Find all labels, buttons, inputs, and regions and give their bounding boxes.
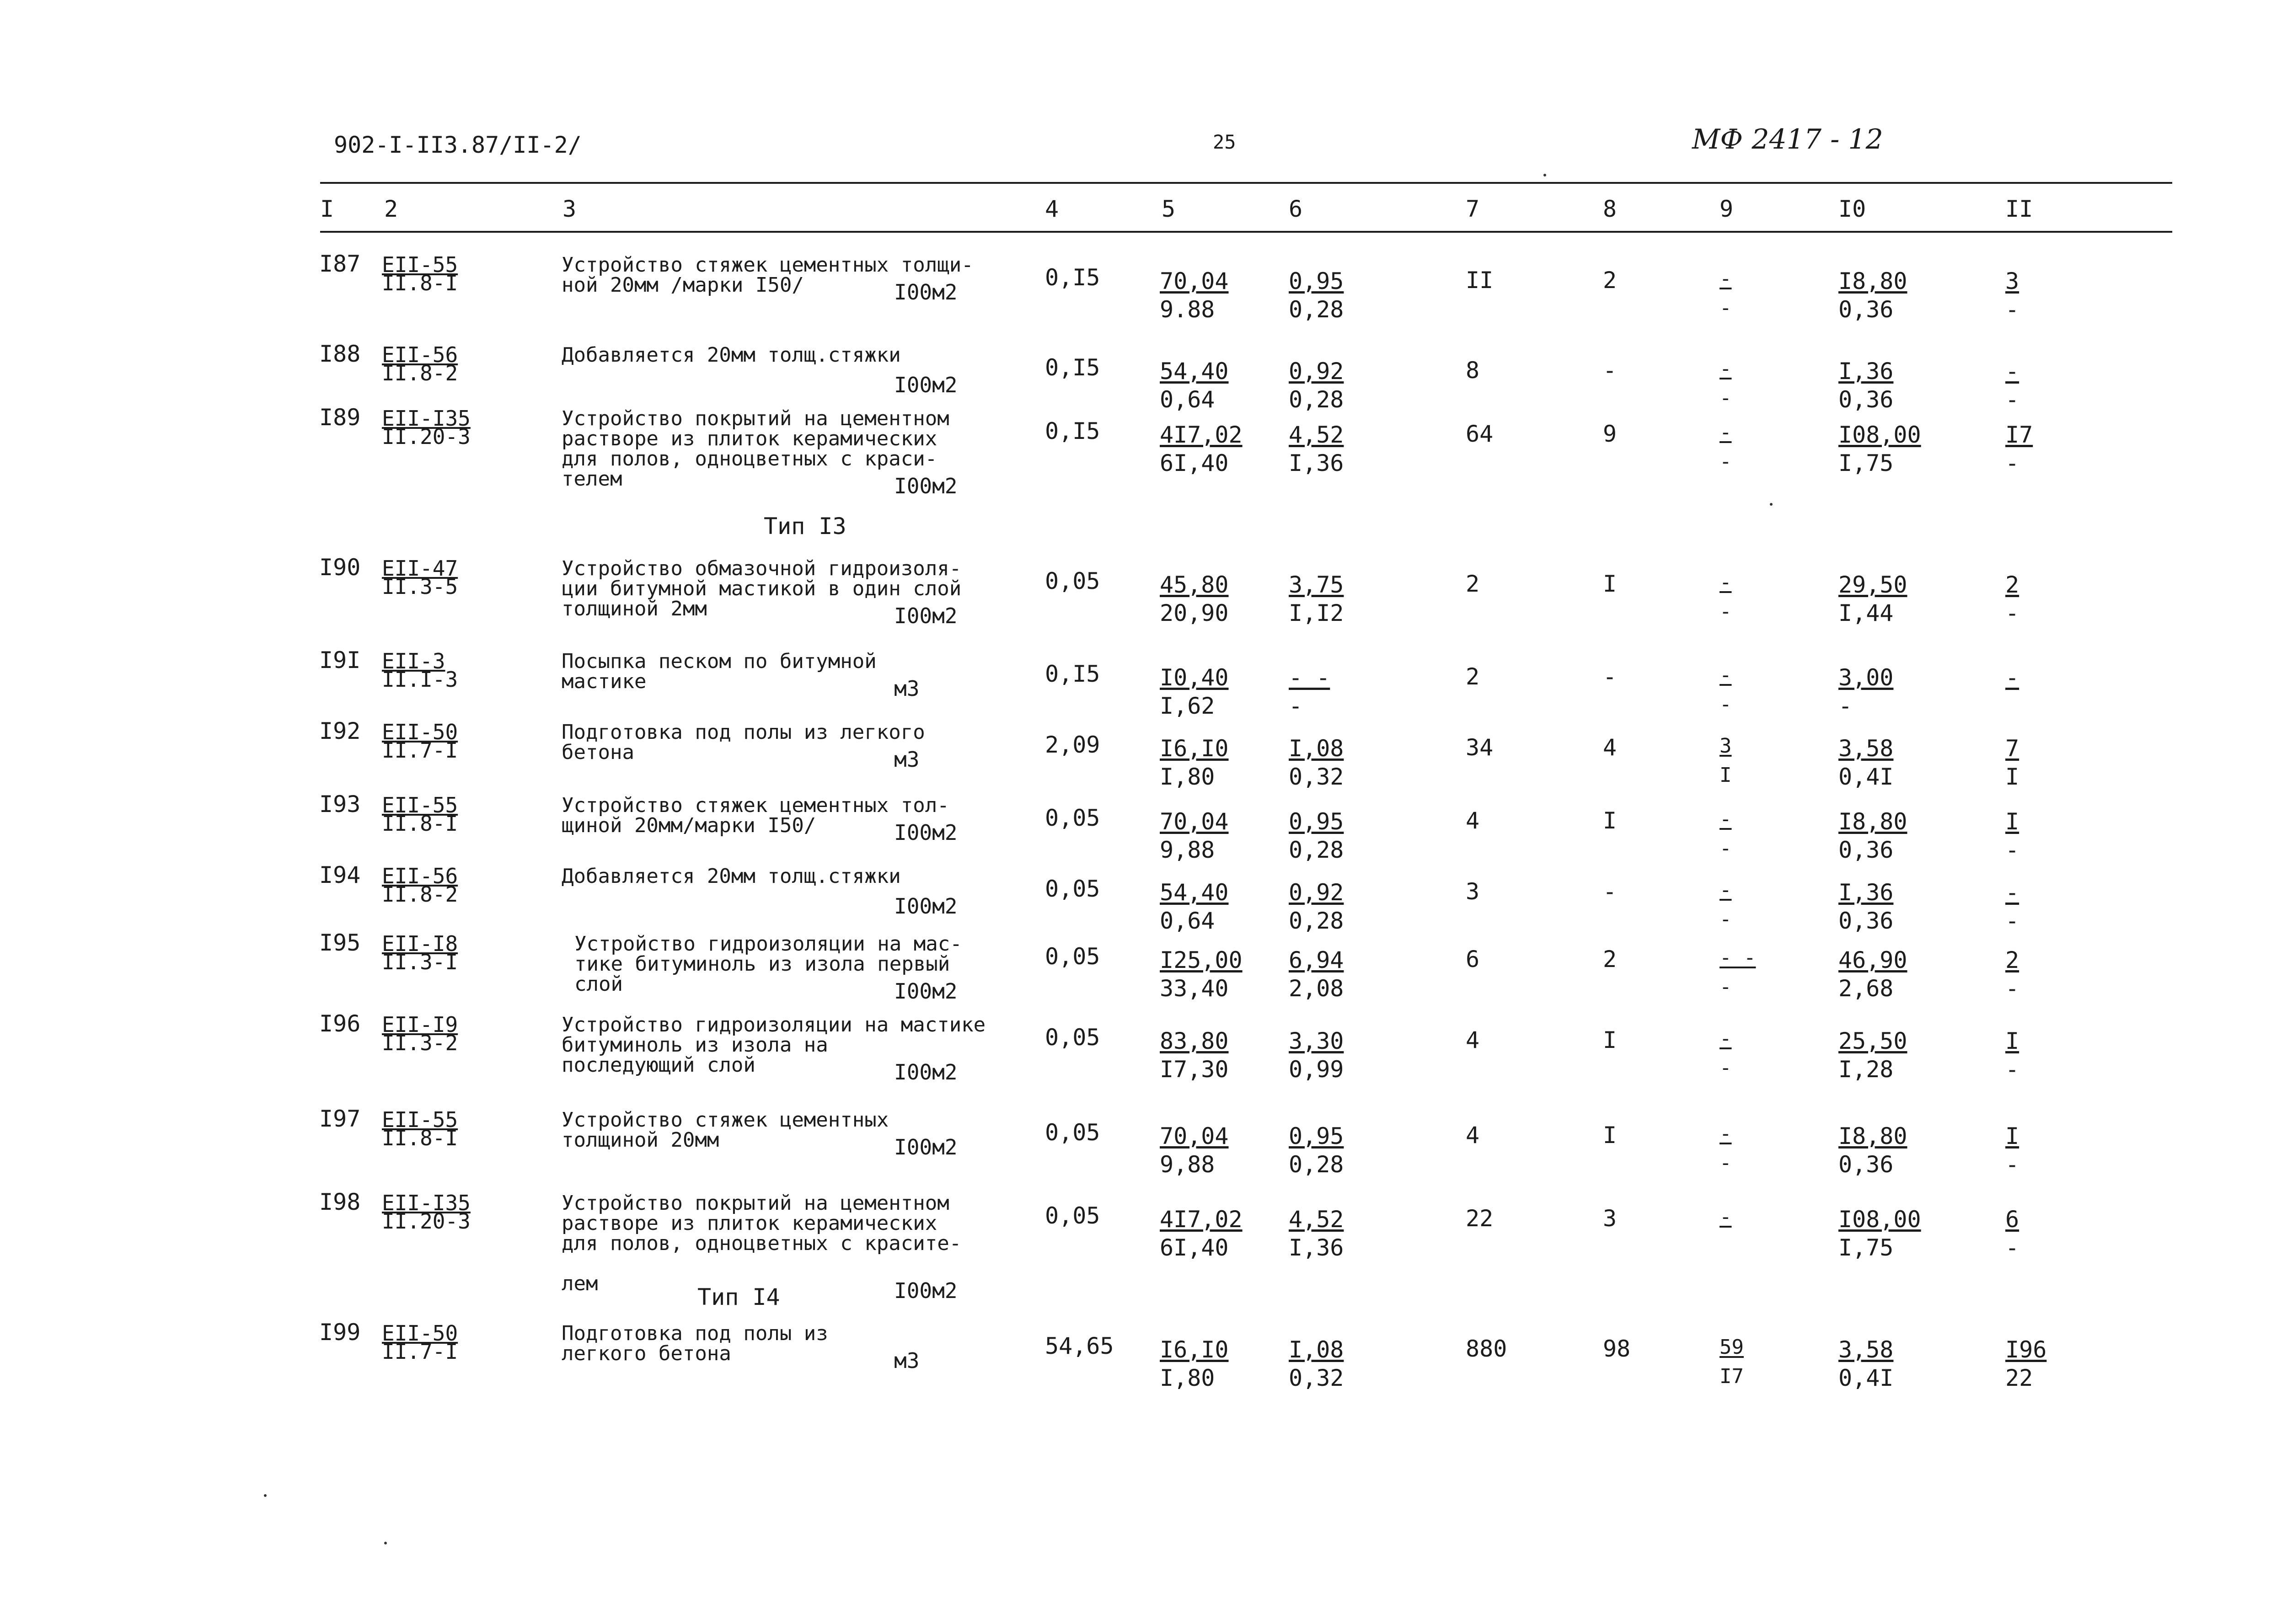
work-description-line: телем <box>562 467 622 491</box>
labor-total-machinists: - <box>2005 908 2020 934</box>
wages-total: 98 <box>1603 1336 1631 1362</box>
work-description-line: легкого бетона <box>562 1342 731 1365</box>
labor-total: 2 <box>2005 572 2020 598</box>
labor-per-unit: 25,50 <box>1838 1028 1907 1054</box>
work-description-line: растворе из плиток керамических <box>562 1212 937 1235</box>
resource-code: II.I-3 <box>382 667 458 692</box>
column-header: 6 <box>1289 196 1303 222</box>
work-description-line: Устройство стяжек цементных тол- <box>562 794 949 817</box>
machine-cost: I,08 <box>1289 735 1344 762</box>
labor-per-unit-machinists: I,44 <box>1838 600 1894 626</box>
wages-total: - <box>1603 663 1617 690</box>
resource-code: EII-56 <box>382 864 458 888</box>
wages-total: - <box>1603 878 1617 905</box>
scan-speck <box>384 1542 387 1544</box>
quantity: 0,I5 <box>1045 418 1100 444</box>
header-top-rule <box>320 182 2172 184</box>
machine-cost-wages: - <box>1289 693 1303 719</box>
column-header: 5 <box>1162 196 1176 222</box>
wages-total: 9 <box>1603 421 1617 447</box>
work-description-line: Посыпка песком по битумной <box>562 650 877 673</box>
machines-wages-total: I <box>1720 764 1732 787</box>
machine-cost-wages: 0,28 <box>1289 908 1344 934</box>
unit-cost-wages: 33,40 <box>1160 975 1229 1002</box>
handwritten-note: МФ 2417 - 12 <box>1692 123 1883 155</box>
unit-cost-wages: 9.88 <box>1160 296 1215 323</box>
document-code: 902-I-II3.87/II-2/ <box>334 132 582 158</box>
resource-code: II.8-2 <box>382 361 458 385</box>
machines-total: - - <box>1720 946 1756 969</box>
quantity: 0,05 <box>1045 568 1100 594</box>
labor-per-unit: I8,80 <box>1838 808 1907 835</box>
row-number: I95 <box>319 930 361 956</box>
resource-code: EII-3 <box>382 649 445 673</box>
labor-per-unit-machinists: I,75 <box>1838 1234 1894 1261</box>
row-number: I89 <box>319 404 361 431</box>
unit-cost: 70,04 <box>1160 1123 1229 1149</box>
work-description-line: для полов, одноцветных с краси- <box>562 447 937 470</box>
work-description-line: ции битумной мастикой в один слой <box>562 577 962 600</box>
machines-total: - <box>1720 663 1732 687</box>
labor-total-machinists: - <box>2005 296 2020 323</box>
unit-cost-wages: 0,64 <box>1160 386 1215 413</box>
machines-total: - <box>1720 1122 1732 1145</box>
labor-total: - <box>2005 879 2020 906</box>
machine-cost-wages: 0,32 <box>1289 1365 1344 1391</box>
quantity: 0,05 <box>1045 1024 1100 1051</box>
resource-code: EII-I8 <box>382 931 458 956</box>
unit-cost: 70,04 <box>1160 268 1229 294</box>
quantity: 0,I5 <box>1045 661 1100 687</box>
column-header: II <box>2005 196 2033 222</box>
work-description-line: Добавляется 20мм толщ.стяжки <box>562 343 901 367</box>
labor-total-machinists: - <box>2005 975 2020 1002</box>
labor-per-unit: 46,90 <box>1838 947 1907 973</box>
scan-speck <box>1543 174 1546 176</box>
quantity: 0,I5 <box>1045 264 1100 291</box>
work-description-line: Добавляется 20мм толщ.стяжки <box>562 865 901 888</box>
machine-cost: 4,52 <box>1289 1206 1344 1233</box>
resource-code: II.7-I <box>382 738 458 763</box>
total-cost: II <box>1466 267 1494 294</box>
quantity: 54,65 <box>1045 1333 1114 1359</box>
labor-total: 6 <box>2005 1206 2020 1233</box>
quantity: 0,05 <box>1045 876 1100 902</box>
resource-code: EII-I9 <box>382 1012 458 1037</box>
work-description-line: Устройство стяжек цементных <box>562 1108 889 1132</box>
quantity: 0,05 <box>1045 1119 1100 1146</box>
resource-code: II.7-I <box>382 1339 458 1364</box>
resource-code: II.8-I <box>382 271 458 295</box>
machines-total: 59 <box>1720 1336 1744 1359</box>
resource-code: EII-55 <box>382 1107 458 1132</box>
work-description-line: мастике <box>562 670 647 693</box>
work-description-line: последующий слой <box>562 1053 755 1077</box>
resource-code: II.20-3 <box>382 424 471 449</box>
machine-cost: 4,52 <box>1289 422 1344 448</box>
labor-per-unit: I08,00 <box>1838 1206 1921 1233</box>
unit-cost: I6,I0 <box>1160 1336 1229 1363</box>
machine-cost: - - <box>1289 664 1330 691</box>
labor-total-machinists: - <box>2005 837 2020 863</box>
unit-cost: 4I7,02 <box>1160 422 1243 448</box>
labor-per-unit-machinists: 0,4I <box>1838 764 1894 790</box>
total-cost: 34 <box>1466 734 1494 761</box>
machines-total: - <box>1720 571 1732 594</box>
machines-total: - <box>1720 1027 1732 1050</box>
measure-unit: I00м2 <box>894 1278 958 1303</box>
wages-total: 3 <box>1603 1205 1617 1232</box>
labor-per-unit: I8,80 <box>1838 268 1907 294</box>
machine-cost-wages: I,I2 <box>1289 600 1344 626</box>
machines-wages-total: - <box>1720 1151 1732 1175</box>
column-header: 4 <box>1045 196 1059 222</box>
machine-cost-wages: I,36 <box>1289 450 1344 476</box>
labor-total: 7 <box>2005 735 2020 762</box>
measure-unit: I00м2 <box>894 1060 958 1084</box>
labor-per-unit: I,36 <box>1838 358 1894 385</box>
labor-total-machinists: I <box>2005 764 2020 790</box>
labor-per-unit: I8,80 <box>1838 1123 1907 1149</box>
measure-unit: I00м2 <box>894 280 958 304</box>
resource-code: EII-50 <box>382 720 458 744</box>
row-number: I90 <box>319 554 361 581</box>
wages-total: I <box>1603 1027 1617 1053</box>
machine-cost: 3,75 <box>1289 572 1344 598</box>
total-cost: 22 <box>1466 1205 1494 1232</box>
labor-per-unit-machinists: I,75 <box>1838 450 1894 476</box>
machines-wages-total: - <box>1720 908 1732 931</box>
measure-unit: I00м2 <box>894 979 958 1004</box>
machines-wages-total: - <box>1720 837 1732 860</box>
quantity: 2,09 <box>1045 732 1100 758</box>
machines-total: - <box>1720 1205 1732 1229</box>
work-description-line: ной 20мм /марки I50/ <box>562 273 804 297</box>
labor-per-unit-machinists: 0,36 <box>1838 386 1894 413</box>
labor-total: - <box>2005 358 2020 385</box>
machines-total: - <box>1720 807 1732 831</box>
work-description-line: толщиной 2мм <box>562 597 707 620</box>
unit-cost: 54,40 <box>1160 358 1229 385</box>
measure-unit: I00м2 <box>894 894 958 919</box>
row-number: I88 <box>319 341 361 367</box>
labor-per-unit-machinists: 2,68 <box>1838 975 1894 1002</box>
measure-unit: I00м2 <box>894 1135 958 1159</box>
labor-total: I <box>2005 1123 2020 1149</box>
resource-code: II.3-5 <box>382 574 458 599</box>
machines-wages-total: - <box>1720 600 1732 623</box>
unit-cost: 54,40 <box>1160 879 1229 906</box>
quantity: 0,05 <box>1045 1202 1100 1229</box>
scan-speck <box>1770 503 1773 506</box>
unit-cost-wages: 9,88 <box>1160 1151 1215 1178</box>
resource-code: EII-50 <box>382 1321 458 1346</box>
work-description-line: Устройство покрытий на цементном <box>562 1191 949 1215</box>
machine-cost: 0,95 <box>1289 1123 1344 1149</box>
resource-code: EII-55 <box>382 252 458 277</box>
wages-total: I <box>1603 571 1617 597</box>
column-header: I0 <box>1838 196 1866 222</box>
wages-total: 2 <box>1603 267 1617 294</box>
unit-cost-wages: 20,90 <box>1160 600 1229 626</box>
measure-unit: м3 <box>894 747 920 772</box>
machines-wages-total: - <box>1720 296 1732 320</box>
measure-unit: м3 <box>894 676 920 701</box>
measure-unit: I00м2 <box>894 373 958 397</box>
labor-per-unit-machinists: 0,4I <box>1838 1365 1894 1391</box>
section-heading: Тип I4 <box>697 1284 780 1310</box>
labor-total: I <box>2005 1028 2020 1054</box>
scan-speck <box>264 1494 267 1497</box>
row-number: I97 <box>319 1106 361 1132</box>
unit-cost: 4I7,02 <box>1160 1206 1243 1233</box>
quantity: 0,05 <box>1045 943 1100 970</box>
column-header: 7 <box>1466 196 1480 222</box>
total-cost: 880 <box>1466 1336 1507 1362</box>
machine-cost-wages: I,36 <box>1289 1234 1344 1261</box>
resource-code: EII-47 <box>382 556 458 581</box>
work-description-line: тике битуминоль из изола первый <box>574 952 950 976</box>
machines-total: - <box>1720 878 1732 902</box>
labor-per-unit: I08,00 <box>1838 422 1921 448</box>
machine-cost-wages: 0,28 <box>1289 1151 1344 1178</box>
work-description-line: Устройство покрытий на цементном <box>562 407 949 430</box>
work-description-line: для полов, одноцветных с красите- <box>562 1232 962 1255</box>
resource-code: II.8-I <box>382 1126 458 1150</box>
work-description-line: слой <box>574 972 623 996</box>
row-number: I92 <box>319 718 361 744</box>
total-cost: 3 <box>1466 878 1480 905</box>
total-cost: 8 <box>1466 357 1480 384</box>
column-header: 2 <box>384 196 398 222</box>
labor-per-unit: 3,58 <box>1838 735 1894 762</box>
work-description-line: Устройство гидроизоляции на мастике <box>562 1013 986 1036</box>
labor-total: 3 <box>2005 268 2020 294</box>
labor-total-machinists: - <box>2005 1151 2020 1178</box>
labor-per-unit: I,36 <box>1838 879 1894 906</box>
work-description-line: толщиной 20мм <box>562 1128 719 1152</box>
machine-cost: 0,92 <box>1289 358 1344 385</box>
machines-wages-total: - <box>1720 386 1732 410</box>
unit-cost-wages: 6I,40 <box>1160 450 1229 476</box>
unit-cost-wages: I,80 <box>1160 764 1215 790</box>
resource-code: EII-55 <box>382 793 458 817</box>
labor-total: I <box>2005 808 2020 835</box>
machine-cost: I,08 <box>1289 1336 1344 1363</box>
column-header: I <box>320 196 334 222</box>
machine-cost-wages: 0,32 <box>1289 764 1344 790</box>
labor-total: 2 <box>2005 947 2020 973</box>
labor-per-unit: 29,50 <box>1838 572 1907 598</box>
unit-cost: I0,40 <box>1160 664 1229 691</box>
work-description-line: Подготовка под полы из легкого <box>562 721 925 744</box>
machine-cost: 6,94 <box>1289 947 1344 973</box>
machines-total: - <box>1720 267 1732 290</box>
wages-total: I <box>1603 807 1617 834</box>
machine-cost: 3,30 <box>1289 1028 1344 1054</box>
labor-total: I96 <box>2005 1336 2047 1363</box>
total-cost: 2 <box>1466 571 1480 597</box>
header-bottom-rule <box>320 231 2172 233</box>
resource-code: II.3-I <box>382 950 458 974</box>
labor-total-machinists: 22 <box>2005 1365 2033 1391</box>
work-description-line: битуминоль из изола на <box>562 1033 828 1057</box>
labor-per-unit: 3,00 <box>1838 664 1894 691</box>
machines-total: 3 <box>1720 734 1732 758</box>
page-number: 25 <box>1213 131 1236 153</box>
work-description-line: Устройство стяжек цементных толщи- <box>562 253 974 277</box>
row-number: I99 <box>319 1319 361 1346</box>
unit-cost: 83,80 <box>1160 1028 1229 1054</box>
quantity: 0,05 <box>1045 805 1100 831</box>
resource-code: II.20-3 <box>382 1209 471 1234</box>
labor-per-unit: 3,58 <box>1838 1336 1894 1363</box>
column-header: 8 <box>1603 196 1617 222</box>
unit-cost-wages: I,62 <box>1160 693 1215 719</box>
row-number: I96 <box>319 1010 361 1037</box>
labor-total-machinists: - <box>2005 1056 2020 1083</box>
labor-total-machinists: - <box>2005 600 2020 626</box>
labor-total-machinists: - <box>2005 386 2020 413</box>
labor-per-unit-machinists: 0,36 <box>1838 296 1894 323</box>
resource-code: EII-I35 <box>382 1191 471 1215</box>
labor-total: - <box>2005 664 2020 691</box>
machine-cost: 0,95 <box>1289 808 1344 835</box>
labor-per-unit-machinists: - <box>1838 693 1853 719</box>
machines-total: - <box>1720 421 1732 444</box>
unit-cost-wages: 6I,40 <box>1160 1234 1229 1261</box>
work-description-line: растворе из плиток керамических <box>562 427 937 450</box>
row-number: I9I <box>319 647 361 673</box>
row-number: I93 <box>319 791 361 817</box>
machine-cost-wages: 0,99 <box>1289 1056 1344 1083</box>
machine-cost-wages: 0,28 <box>1289 837 1344 863</box>
machine-cost-wages: 2,08 <box>1289 975 1344 1002</box>
machines-wages-total: I7 <box>1720 1365 1744 1388</box>
unit-cost: I6,I0 <box>1160 735 1229 762</box>
machines-wages-total: - <box>1720 975 1732 999</box>
machines-wages-total: - <box>1720 1056 1732 1079</box>
machine-cost: 0,92 <box>1289 879 1344 906</box>
work-description-line: бетона <box>562 741 634 764</box>
total-cost: 4 <box>1466 1122 1480 1149</box>
machine-cost-wages: 0,28 <box>1289 296 1344 323</box>
machine-cost-wages: 0,28 <box>1289 386 1344 413</box>
labor-per-unit-machinists: I,28 <box>1838 1056 1894 1083</box>
measure-unit: м3 <box>894 1348 920 1373</box>
measure-unit: I00м2 <box>894 820 958 845</box>
resource-code: II.3-2 <box>382 1031 458 1055</box>
resource-code: EII-56 <box>382 342 458 367</box>
work-description-line: Устройство гидроизоляции на мас- <box>574 932 962 956</box>
unit-cost: I25,00 <box>1160 947 1243 973</box>
machines-wages-total: - <box>1720 450 1732 473</box>
unit-cost: 70,04 <box>1160 808 1229 835</box>
labor-total-machinists: - <box>2005 450 2020 476</box>
row-number: I98 <box>319 1189 361 1215</box>
column-header: 3 <box>562 196 577 222</box>
labor-per-unit-machinists: 0,36 <box>1838 908 1894 934</box>
total-cost: 6 <box>1466 946 1480 972</box>
resource-code: II.8-2 <box>382 882 458 907</box>
total-cost: 4 <box>1466 807 1480 834</box>
total-cost: 4 <box>1466 1027 1480 1053</box>
work-description-line: Устройство обмазочной гидроизоля- <box>562 557 962 580</box>
labor-total-machinists: - <box>2005 1234 2020 1261</box>
resource-code: II.8-I <box>382 811 458 836</box>
machines-wages-total: - <box>1720 693 1732 716</box>
machine-cost: 0,95 <box>1289 268 1344 294</box>
wages-total: 4 <box>1603 734 1617 761</box>
measure-unit: I00м2 <box>894 604 958 628</box>
quantity: 0,I5 <box>1045 354 1100 381</box>
work-description-line: щиной 20мм/марки I50/ <box>562 814 816 837</box>
measure-unit: I00м2 <box>894 474 958 498</box>
unit-cost-wages: I,80 <box>1160 1365 1215 1391</box>
wages-total: - <box>1603 357 1617 384</box>
labor-total: I7 <box>2005 422 2033 448</box>
machines-total: - <box>1720 357 1732 380</box>
total-cost: 64 <box>1466 421 1494 447</box>
section-heading: Тип I3 <box>764 513 846 540</box>
unit-cost: 45,80 <box>1160 572 1229 598</box>
total-cost: 2 <box>1466 663 1480 690</box>
unit-cost-wages: 0,64 <box>1160 908 1215 934</box>
row-number: I87 <box>319 251 361 277</box>
resource-code: EII-I35 <box>382 406 471 431</box>
row-number: I94 <box>319 862 361 888</box>
wages-total: 2 <box>1603 946 1617 972</box>
unit-cost-wages: I7,30 <box>1160 1056 1229 1083</box>
wages-total: I <box>1603 1122 1617 1149</box>
labor-per-unit-machinists: 0,36 <box>1838 1151 1894 1178</box>
work-description-line: Подготовка под полы из <box>562 1322 828 1345</box>
work-description-line: лем <box>562 1272 598 1295</box>
labor-per-unit-machinists: 0,36 <box>1838 837 1894 863</box>
unit-cost-wages: 9,88 <box>1160 837 1215 863</box>
column-header: 9 <box>1720 196 1734 222</box>
